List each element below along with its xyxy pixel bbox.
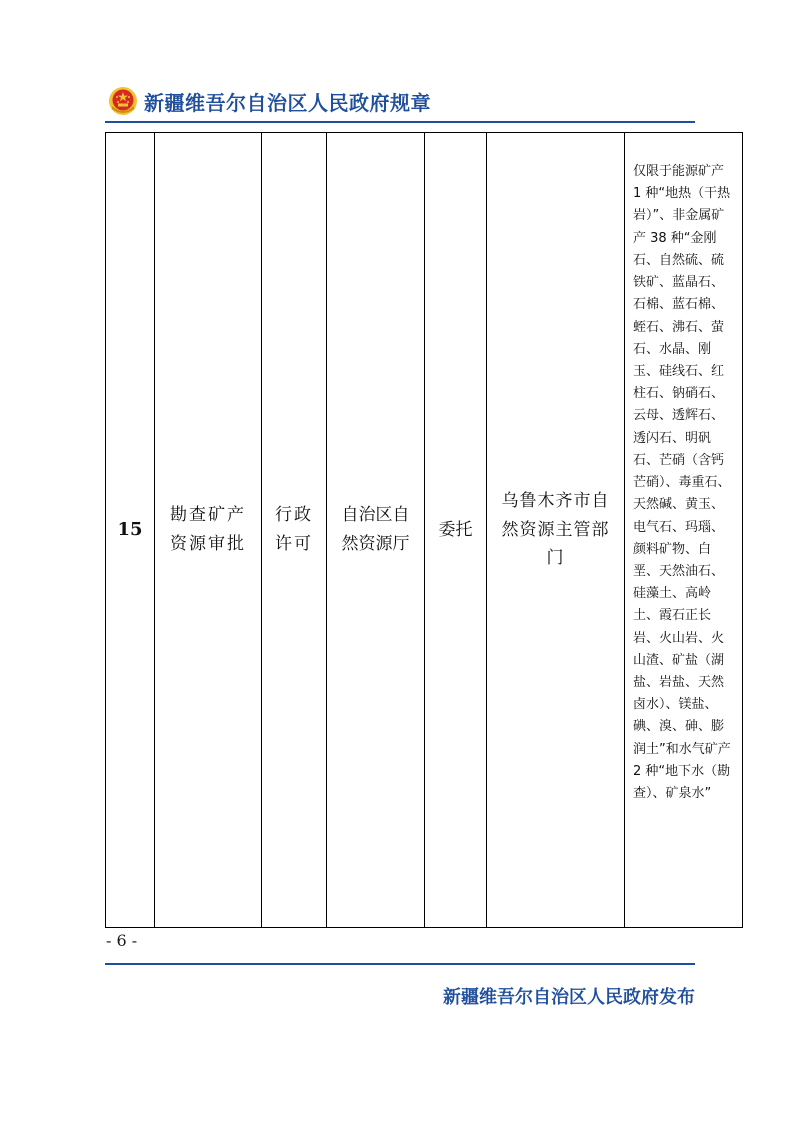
item-type: 行政许可 (262, 133, 327, 928)
header-title: 新疆维吾尔自治区人民政府规章 (144, 90, 431, 115)
header-divider (105, 121, 695, 123)
footer-publisher: 新疆维吾尔自治区人民政府发布 (443, 987, 695, 1008)
footer-divider (105, 963, 695, 965)
implementing-department: 自治区自然资源厅 (327, 133, 425, 928)
remarks: 仅限于能源矿产 1 种“地热（干热岩）”、非金属矿产 38 种“金刚石、自然硫、硫铁矿、蓝晶石、石棉、蓝石棉、蛭石、沸石、萤石、水晶、刚玉、硅线石、红柱石、钠硝石、云母、透辉石、透闪石、明矾石、芒硝（含钙芒硝）、毒重石、天然碱、黄玉、电气石、玛瑙、颜料矿物、白垩、天然油石、硅藻土、高岭土、霞石正长岩、火山岩、火山渣、矿盐（湖盐、岩盐、天然卤水）、镁盐、碘、溴、砷、膨润土”和水气矿产 2 种“地下水（勘查）、矿泉水” (625, 133, 743, 928)
page-number: - 6 - (106, 931, 138, 950)
delegation-mode: 委托 (425, 133, 487, 928)
page-header (108, 84, 431, 118)
regulation-table (105, 132, 743, 928)
table-row (106, 133, 743, 928)
national-emblem-icon (108, 86, 138, 116)
item-name: 勘查矿产资源审批 (155, 133, 262, 928)
row-number: 15 (106, 133, 155, 928)
receiving-organization: 乌鲁木齐市自然资源主管部门 (487, 133, 625, 928)
